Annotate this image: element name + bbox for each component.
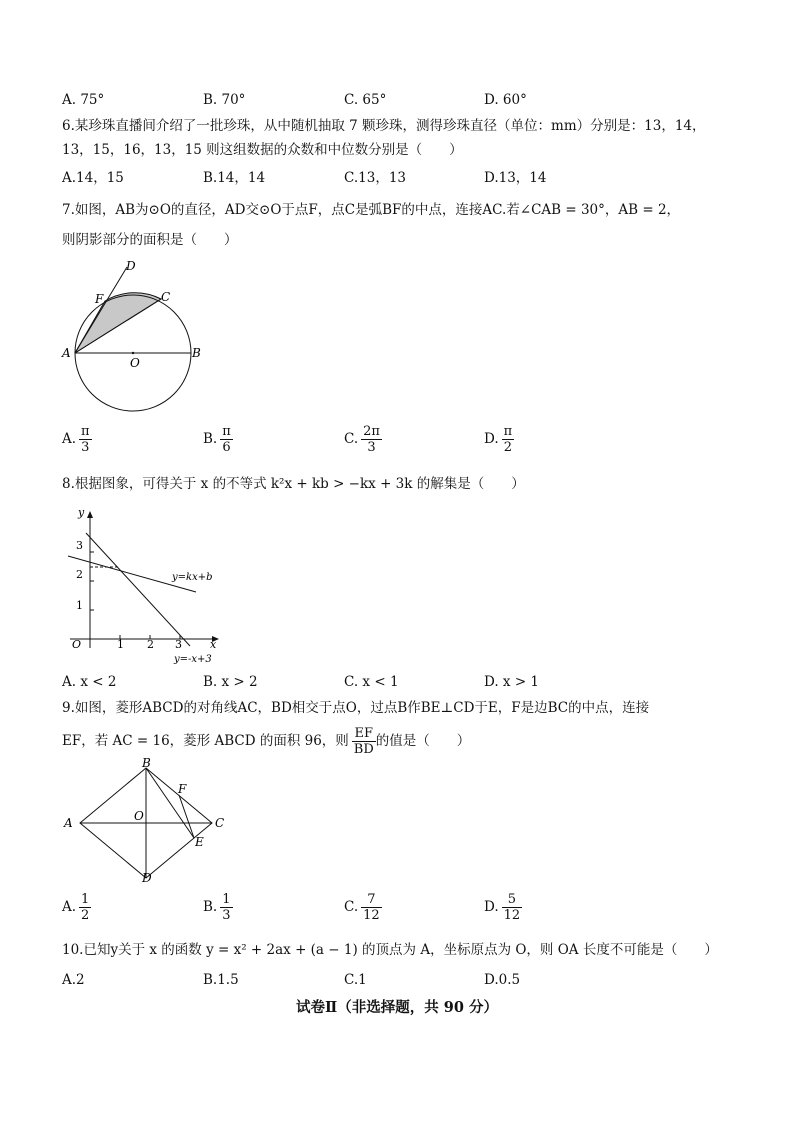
q9-option-a-frac — [79, 892, 91, 923]
q8-label-x: x — [210, 638, 217, 651]
q9-option-c-den: 12 — [363, 908, 380, 923]
q9-option-d-frac — [502, 892, 523, 923]
q8-stem-line1: 8.根据图象，可得关于 x 的不等式 k²x + kb > −kx + 3k 的解集是（ ） — [62, 476, 525, 492]
q8-option-c: C. x < 1 — [344, 674, 399, 690]
q9-option-d-prefix: D. — [484, 899, 499, 915]
q9-option-d — [484, 892, 522, 923]
q9-option-c-prefix: C. — [344, 899, 359, 915]
q8-ytick-label-2: 2 — [76, 568, 83, 581]
q7-option-b-den: 6 — [222, 440, 231, 455]
q7-label-a: A — [62, 346, 71, 360]
q7-option-d-den: 2 — [503, 440, 513, 455]
q9-option-a-prefix: A. — [62, 899, 77, 915]
q7-option-b-frac — [220, 424, 233, 455]
q8-line-neg-x-plus-3 — [86, 533, 190, 646]
q9-label-d: D — [142, 871, 152, 885]
q7-stem-line1: 7.如图，AB为⊙O的直径，AD交⊙O于点F，点C是弧BF的中点，连接AC.若∠CAB = 30°，AB = 2， — [62, 202, 681, 218]
q9-option-d-num: 5 — [502, 892, 523, 908]
q7-label-c: C — [161, 290, 171, 304]
q9-option-c-num: 7 — [361, 892, 382, 908]
q10-option-d: D.0.5 — [484, 972, 521, 988]
q5-option-a: A. 75° — [62, 92, 105, 108]
q9-stem-line2 — [62, 726, 470, 757]
q8-label-origin: O — [72, 638, 82, 651]
q8-option-a: A. x < 2 — [62, 674, 117, 690]
q7-center-dot — [132, 352, 134, 354]
q9-label-o: O — [134, 809, 144, 823]
q7-option-a-den: 3 — [81, 440, 90, 455]
q9-stem-line1: 9.如图，菱形ABCD的对角线AC，BD相交于点O，过点B作BE⊥CD于E，F是边BC的中点，连接 — [62, 700, 650, 716]
q9-rhombus-figure — [58, 758, 238, 888]
q9-option-a-den: 2 — [81, 908, 90, 923]
q7-option-c-prefix: C. — [344, 431, 359, 447]
q9-option-b-prefix: B. — [203, 899, 218, 915]
q8-ytick-label-3: 3 — [76, 539, 83, 552]
q9-label-e: E — [195, 835, 204, 849]
q7-option-a-num: π — [81, 424, 90, 439]
q5-option-d: D. 60° — [484, 92, 527, 108]
q7-circle-figure — [58, 255, 218, 415]
q7-label-f: F — [95, 292, 104, 306]
q7-option-a-frac — [79, 424, 92, 455]
q9-frac-den: BD — [353, 742, 374, 757]
q7-stem-line2: 则阴影部分的面积是（ ） — [62, 232, 238, 248]
q7-label-o: O — [130, 356, 140, 370]
q7-option-c-frac — [361, 424, 382, 455]
q10-option-a: A.2 — [62, 972, 85, 988]
q7-option-c-num: 2π — [363, 424, 380, 439]
q6-option-d: D.13，14 — [484, 170, 547, 186]
q7-label-b: B — [192, 346, 201, 360]
q9-option-b-num: 1 — [222, 892, 231, 907]
q9-stem-line2-pre: EF，若 AC = 16，菱形 ABCD 的面积 96，则 — [62, 733, 349, 749]
q10-stem-line1: 10.已知y关于 x 的函数 y = x² + 2ax + (a − 1) 的顶点为 A，坐标原点为 O，则 OA 长度不可能是（ ） — [62, 942, 718, 958]
q9-option-b-den: 3 — [222, 908, 231, 923]
q9-label-f: F — [178, 782, 187, 796]
q5-option-c: C. 65° — [344, 92, 387, 108]
q8-y-axis-arrow — [87, 511, 93, 518]
q7-option-b — [203, 424, 233, 455]
q6-stem-line2: 13，15，16，13，15 则这组数据的众数和中位数分别是（ ） — [62, 142, 463, 158]
q9-stem-line2-post: 的值是（ ） — [375, 733, 471, 749]
q9-option-a-num: 1 — [81, 892, 90, 907]
q7-option-b-num: π — [222, 424, 231, 439]
q9-option-b — [203, 892, 233, 923]
q6-option-b: B.14，14 — [203, 170, 266, 186]
q9-line-be — [146, 768, 194, 838]
q9-option-c — [344, 892, 382, 923]
q8-label-line-kx-b: y=kx+b — [172, 572, 213, 583]
q7-option-d-frac — [502, 424, 515, 455]
section-2-heading: 试卷Ⅱ（非选择题，共 90 分） — [296, 999, 498, 1016]
q8-label-y: y — [78, 506, 85, 519]
q8-option-d: D. x > 1 — [484, 674, 540, 690]
q8-xtick-label-1: 1 — [117, 638, 124, 651]
q7-option-a-prefix: A. — [62, 431, 77, 447]
q7-option-c-den: 3 — [367, 440, 376, 455]
q8-label-line-neg-x-3: y=-x+3 — [174, 654, 212, 665]
q7-option-a — [62, 424, 92, 455]
q9-option-c-frac — [361, 892, 382, 923]
q7-shaded-region — [75, 293, 161, 353]
q9-option-d-den: 12 — [503, 908, 521, 923]
q7-option-d-prefix: D. — [484, 431, 499, 447]
q7-option-c — [344, 424, 382, 455]
q5-option-b: B. 70° — [203, 92, 246, 108]
q9-label-a: A — [64, 816, 73, 830]
q9-label-c: C — [215, 816, 225, 830]
q8-ytick-label-1: 1 — [76, 599, 83, 612]
q9-option-a — [62, 892, 91, 923]
q10-option-c: C.1 — [344, 972, 367, 988]
q9-label-b: B — [142, 758, 151, 770]
q9-option-b-frac — [220, 892, 232, 923]
q7-option-b-prefix: B. — [203, 431, 218, 447]
q9-frac-num: EF — [352, 726, 376, 742]
q7-option-d — [484, 424, 514, 455]
q7-option-d-num: π — [503, 424, 513, 439]
q10-option-b: B.1.5 — [203, 972, 239, 988]
q6-option-a: A.14，15 — [62, 170, 124, 186]
q7-label-d: D — [126, 259, 136, 273]
q8-xtick-label-3: 3 — [175, 638, 182, 651]
q9-stem-fraction — [352, 726, 376, 757]
q6-option-c: C.13，13 — [344, 170, 406, 186]
q8-option-b: B. x > 2 — [203, 674, 258, 690]
q6-stem-line1: 6.某珍珠直播间介绍了一批珍珠，从中随机抽取 7 颗珍珠，测得珍珠直径（单位：mm）分别是：13，14， — [62, 118, 706, 134]
q8-xtick-label-2: 2 — [147, 638, 154, 651]
q8-function-graph — [62, 500, 232, 670]
